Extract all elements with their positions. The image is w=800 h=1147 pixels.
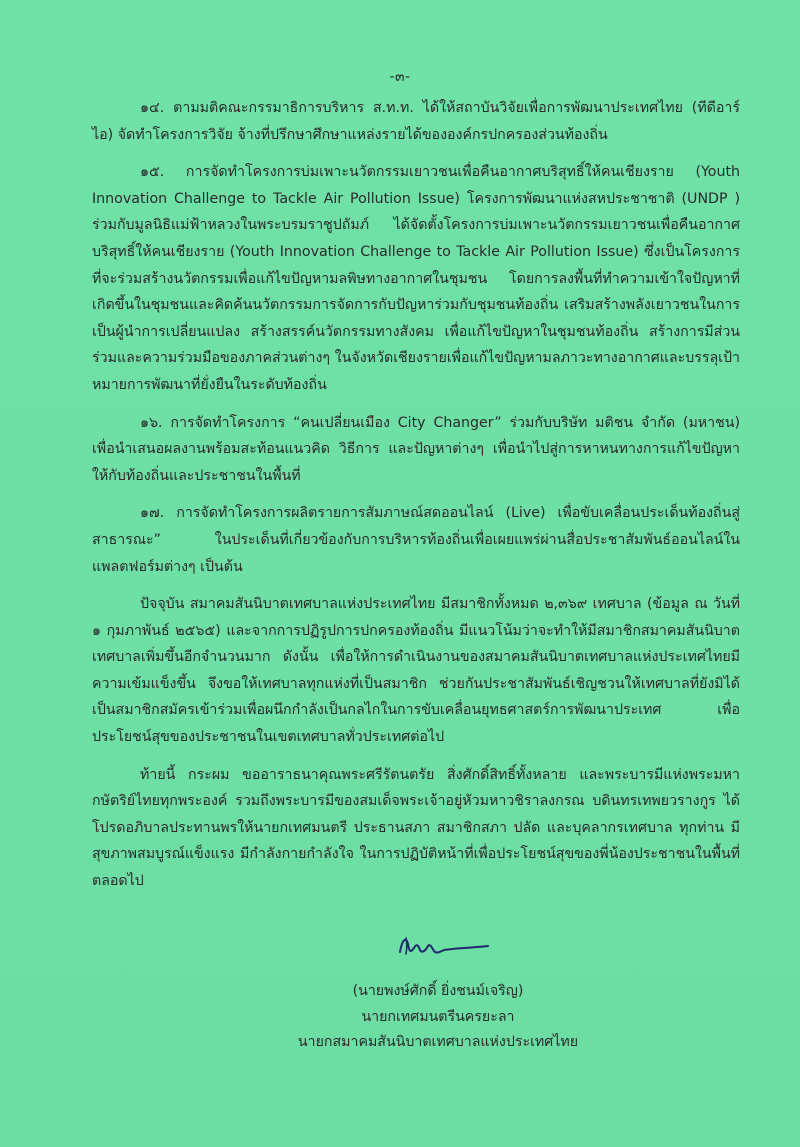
signatory-name: (นายพงษ์ศักดิ์ ยิ่งชนม์เจริญ) (352, 983, 524, 999)
signatory-title-association: นายกสมาคมสันนิบาตเทศบาลแห่งประเทศไทย (297, 1034, 579, 1050)
paragraph-item-15: ๑๕. การจัดทำโครงการบ่มเพาะนวัตกรรมเยาวชนเพื่อคืนอากาศบริสุทธิ์ให้คนเชียงราย (Youth Innovation Challenge to Tackle Air Pollution Issue) โครงการพัฒนาแห่งสหประชาชาติ (UNDP ) ร่วมกับมูลนิธิแม่ฟ้าหลวงในพระบรมราชูปถัมภ์ ได้จัดตั้งโครงการบ่มเพาะนวัตกรรมเยาวชนเพื่อคืนอากาศบริสุทธิ์ให้คนเชียงราย (Youth Innovation Challenge to Tackle Air Pollution Issue) ซึ่งเป็นโครงการที่จะร่วมสร้างนวัตกรรมเพื่อแก้ไขปัญหามลพิษทางอากาศในชุมชน โดยการลงพื้นที่ทำความเข้าใจปัญหาที่เกิดขึ้นในชุมชนและคิดค้นนวัตกรรมการจัดการกับปัญหาร่วมกับชุมชนท้องถิ่น เสริมสร้างพลังเยาวชนในการเป็นผู้นำการเปลี่ยนแปลง สร้างสรรค์นวัตกรรมทางสังคม เพื่อแก้ไขปัญหาในชุมชนท้องถิ่น สร้างการมีส่วนร่วมและความร่วมมือของภาคส่วนต่างๆ ในจังหวัดเชียงรายเพื่อแก้ไขปัญหามลภาวะทางอากาศและบรรลุเป้าหมายการพัฒนาที่ยั่งยืนในระดับท้องถิ่น (92, 164, 740, 393)
handwritten-signature-icon (396, 930, 496, 962)
paragraph-closing: ท้ายนี้ กระผม ขออาราธนาคุณพระศรีรัตนตรัย สิ่งศักดิ์สิทธิ์ทั้งหลาย และพระบารมีแห่งพระมหากษัตริย์ไทยทุกพระองค์ รวมถึงพระบารมีของสมเด็จพระเจ้าอยู่หัวมหาวชิราลงกรณ บดินทรเทพยวรางกูร ได้โปรดอภิบาลประทานพรให้นายกเทศมนตรี ประธานสภา สมาชิกสภา ปลัด และบุคลากรเทศบาล ทุกท่าน มีสุขภาพสมบูรณ์แข็งแรง มีกำลังกายกำลังใจ ในการปฏิบัติหน้าที่เพื่อประโยชน์สุขของพี่น้องประชาชนในพื้นที่ตลอดไป (92, 766, 740, 890)
paragraph-membership: ปัจจุบัน สมาคมสันนิบาตเทศบาลแห่งประเทศไทย มีสมาชิกทั้งหมด ๒,๓๖๙ เทศบาล (ข้อมูล ณ วันที่ ๑ กุมภาพันธ์ ๒๕๖๕) และจากการปฏิรูปการปกครองท้องถิ่น มีแนวโน้มว่าจะทำให้มีสมาชิกสมาคมสันนิบาตเทศบาลเพิ่มขึ้นอีกจำนวนมาก ดังนั้น เพื่อให้การดำเนินงานของสมาคมสันนิบาตเทศบาลแห่งประเทศไทยมีความเข้มแข็งขึ้น จึงขอให้เทศบาลทุกแห่งที่เป็นสมาชิก ช่วยกันประชาสัมพันธ์เชิญชวนให้เทศบาลที่ยังมิได้เป็นสมาชิกสมัครเข้าร่วมเพื่อผนึกกำลังเป็นกลไกในการขับเคลื่อนยุทธศาสตร์การพัฒนาประเทศ เพื่อประโยชน์สุขของประชาชนในเขตเทศบาลทั่วประเทศต่อไป (92, 596, 740, 746)
document-body (92, 95, 740, 906)
signatory-title-mayor: นายกเทศมนตรีนครยะลา (361, 1009, 515, 1025)
paragraph-item-16: ๑๖. การจัดทำโครงการ “คนเปลี่ยนเมือง City Changer” ร่วมกับบริษัท มติชน จำกัด (มหาชน) เพื่อนำเสนอผลงานพร้อมสะท้อนแนวคิด วิธีการ และปัญหาต่างๆ เพื่อนำไปสู่การหาหนทางการแก้ไขปัญหาให้กับท้องถิ่นและประชาชนในพื้นที่ (92, 414, 740, 484)
signature-block (0, 930, 800, 1080)
paragraph-item-17: ๑๗. การจัดทำโครงการผลิตรายการสัมภาษณ์สดออนไลน์ (Live) เพื่อขับเคลื่อนประเด็นท้องถิ่นสู่สาธารณะ” ในประเด็นที่เกี่ยวข้องกับการบริหารท้องถิ่นเพื่อเผยแพร่ผ่านสื่อประชาสัมพันธ์ออนไลน์ในแพลตฟอร์มต่างๆ เป็นต้น (92, 505, 740, 575)
paragraph-item-14: ๑๔. ตามมติคณะกรรมาธิการบริหาร ส.ท.ท. ได้ให้สถาบันวิจัยเพื่อการพัฒนาประเทศไทย (ทีดีอาร์ไอ) จัดทำโครงการวิจัย จ้างที่ปรึกษาศึกษาแหล่งรายได้ขององค์กรปกครองส่วนท้องถิ่น (92, 100, 740, 143)
page-number: -๓- (389, 69, 411, 85)
